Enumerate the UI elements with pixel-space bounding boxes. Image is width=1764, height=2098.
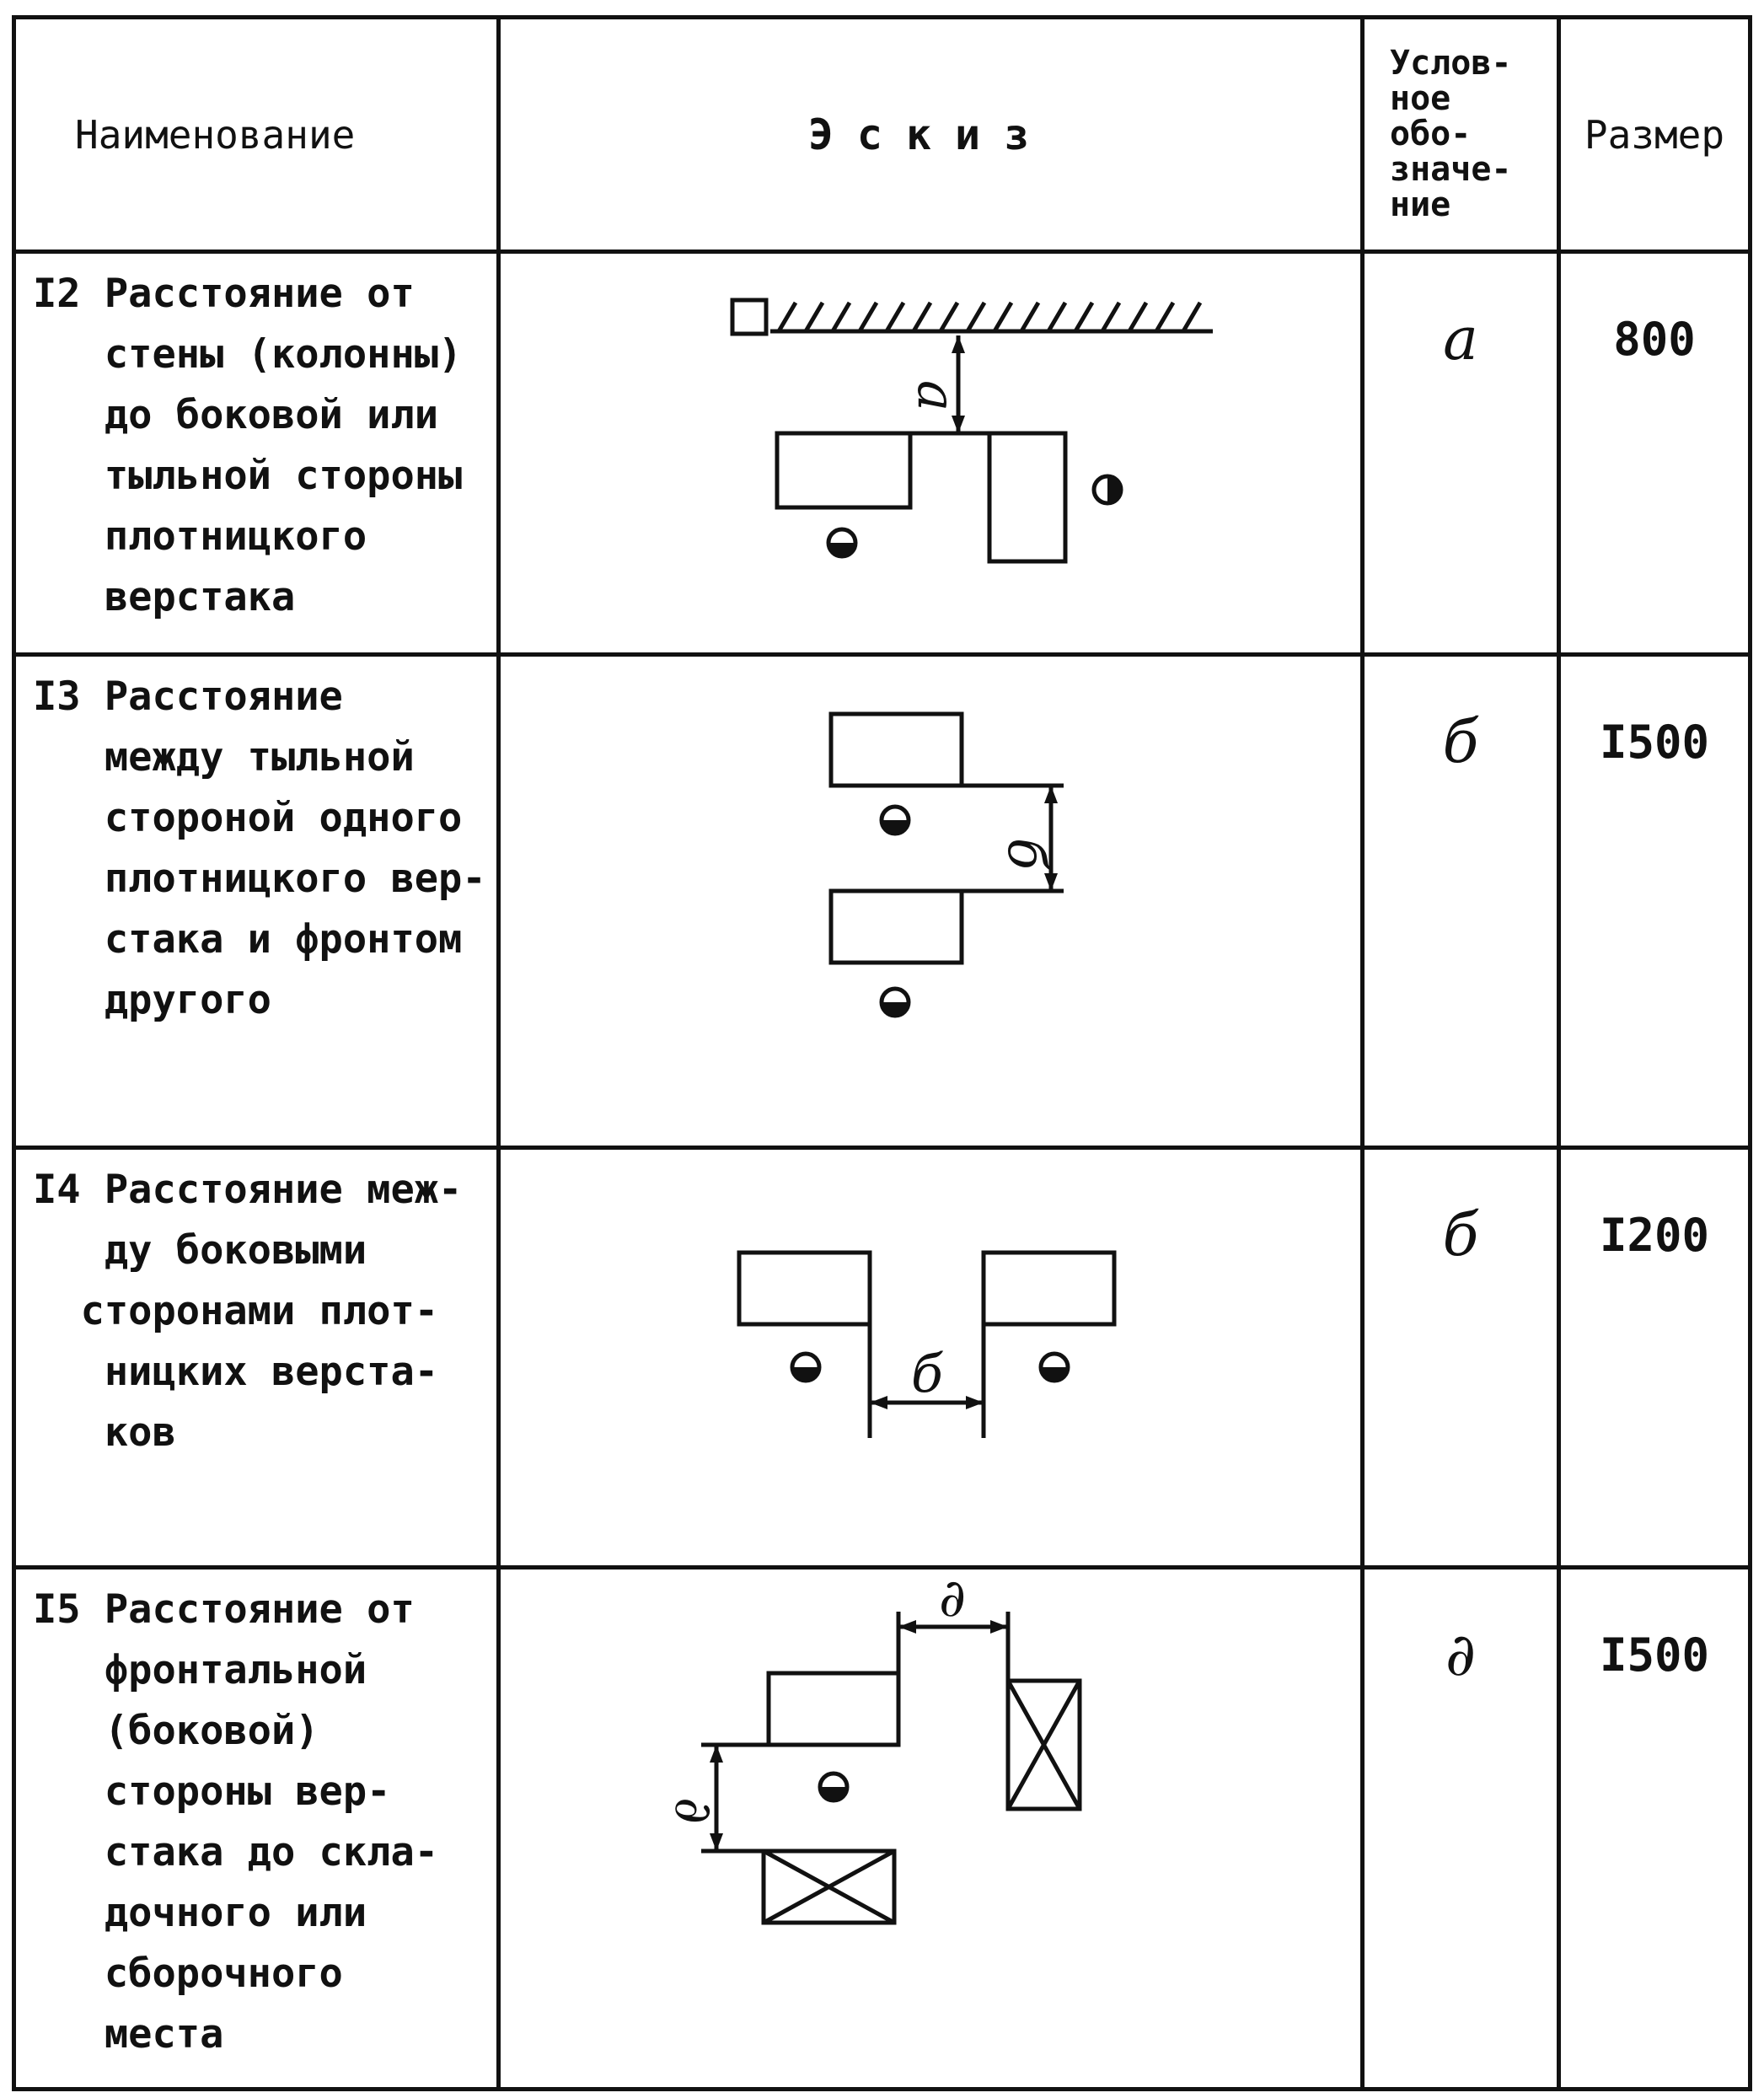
row-name	[14, 1568, 499, 2090]
row-name-line: ницких верста-	[33, 1349, 439, 1395]
table-row	[14, 252, 1751, 655]
worker-marker	[882, 989, 909, 1016]
header-symbol-line: обо-	[1390, 114, 1472, 153]
table-row	[14, 1568, 1751, 2090]
row-name-line: другого	[33, 977, 271, 1023]
row-name-line: сторонами плот-	[33, 1288, 439, 1334]
row-name-line: фронтальной	[33, 1647, 367, 1693]
row-name	[14, 252, 499, 655]
row-sketch	[499, 1148, 1363, 1568]
row-name-line: дочного или	[33, 1890, 367, 1936]
header-symbol-line: ние	[1390, 185, 1451, 224]
sketch-wall-distance	[501, 254, 1365, 657]
header-size: Размер	[1559, 18, 1751, 252]
row-name-line: стака и фронтом	[33, 916, 463, 963]
arrow-head	[952, 416, 965, 433]
row-name-line: плотницкого	[33, 513, 367, 560]
sketch-back-to-front-distance	[501, 657, 1365, 1150]
arrow-head	[898, 1620, 916, 1634]
arrow-head	[1044, 873, 1058, 891]
column-square	[732, 300, 766, 334]
row-name-line: стены (колонны)	[33, 331, 463, 378]
header-symbol-line: Услов-	[1390, 43, 1512, 83]
row-name-line: ков	[33, 1409, 176, 1456]
row-size: I500	[1559, 655, 1751, 1148]
row-name-line: I3 Расстояние	[33, 673, 343, 720]
row-name-line: до боковой или	[33, 392, 439, 438]
row-name-line: I2 Расстояние от	[33, 271, 415, 317]
row-name-line: верстака	[33, 574, 296, 620]
workbench-rect	[831, 714, 962, 786]
workbench-rect	[831, 891, 962, 963]
row-name-line: стороной одного	[33, 795, 463, 841]
worker-marker	[820, 1773, 847, 1800]
workbench-rect	[777, 433, 910, 507]
arrow-head	[1044, 786, 1058, 803]
workbench-rect	[984, 1253, 1114, 1324]
row-name-line: I4 Расстояние меж-	[33, 1167, 463, 1213]
arrow-head	[710, 1833, 723, 1851]
row-size: I500	[1559, 1568, 1751, 2090]
header-name: Наименование	[14, 18, 499, 252]
row-symbol: б	[1363, 1148, 1559, 1568]
row-symbol: б	[1363, 655, 1559, 1148]
spacing-table	[12, 15, 1752, 2091]
row-name-line: ду боковыми	[33, 1227, 367, 1274]
arrow-head	[870, 1396, 887, 1409]
worker-marker	[828, 529, 855, 556]
row-sketch	[499, 655, 1363, 1148]
row-name-line: (боковой)	[33, 1708, 319, 1754]
row-name-line: между тыльной	[33, 734, 415, 781]
workbench-rect	[989, 433, 1065, 561]
row-name	[14, 1148, 499, 1568]
dimension-label: б	[996, 838, 1058, 870]
row-name	[14, 655, 499, 1148]
worker-marker	[1094, 476, 1121, 503]
row-name-line: сборочного	[33, 1950, 343, 1997]
workbench-rect	[769, 1673, 898, 1745]
sketch-side-to-side-distance	[501, 1150, 1365, 1569]
dimension-label: ∂	[663, 1797, 725, 1825]
dimension-label: б	[911, 1343, 943, 1404]
header-symbol-line: значе-	[1390, 149, 1512, 189]
dimension-label: а	[906, 380, 968, 411]
worker-marker	[1041, 1354, 1068, 1381]
arrow-head	[710, 1745, 723, 1763]
header-symbol-line: ное	[1390, 78, 1451, 118]
row-sketch	[499, 1568, 1363, 2090]
row-size: I200	[1559, 1148, 1751, 1568]
row-sketch	[499, 252, 1363, 655]
arrow-head	[952, 335, 965, 353]
row-name-line: стака до скла-	[33, 1829, 439, 1875]
row-symbol: а	[1363, 252, 1559, 655]
storage-place	[1008, 1681, 1080, 1809]
sketch-bench-to-storage-distance	[501, 1569, 1365, 2091]
header-sketch: Эскиз	[499, 18, 1363, 252]
workbench-rect	[739, 1253, 870, 1324]
row-size: 800	[1559, 252, 1751, 655]
wall-hatching	[779, 303, 1200, 331]
header-symbol	[1363, 18, 1559, 252]
storage-place	[764, 1851, 894, 1923]
row-name-line: стороны вер-	[33, 1768, 391, 1815]
arrow-head	[966, 1396, 984, 1409]
table-row	[14, 655, 1751, 1148]
row-name-line: тыльной стороны	[33, 453, 463, 499]
worker-marker	[792, 1354, 819, 1381]
row-name-line: I5 Расстояние от	[33, 1586, 415, 1633]
arrow-head	[990, 1620, 1008, 1634]
row-name-line: места	[33, 2011, 224, 2058]
row-symbol: ∂	[1363, 1568, 1559, 2090]
table-row	[14, 1148, 1751, 1568]
row-name-line: плотницкого вер-	[33, 856, 486, 902]
dimension-label: ∂	[939, 1569, 967, 1628]
worker-marker	[882, 807, 909, 834]
table-header-row	[14, 18, 1751, 252]
